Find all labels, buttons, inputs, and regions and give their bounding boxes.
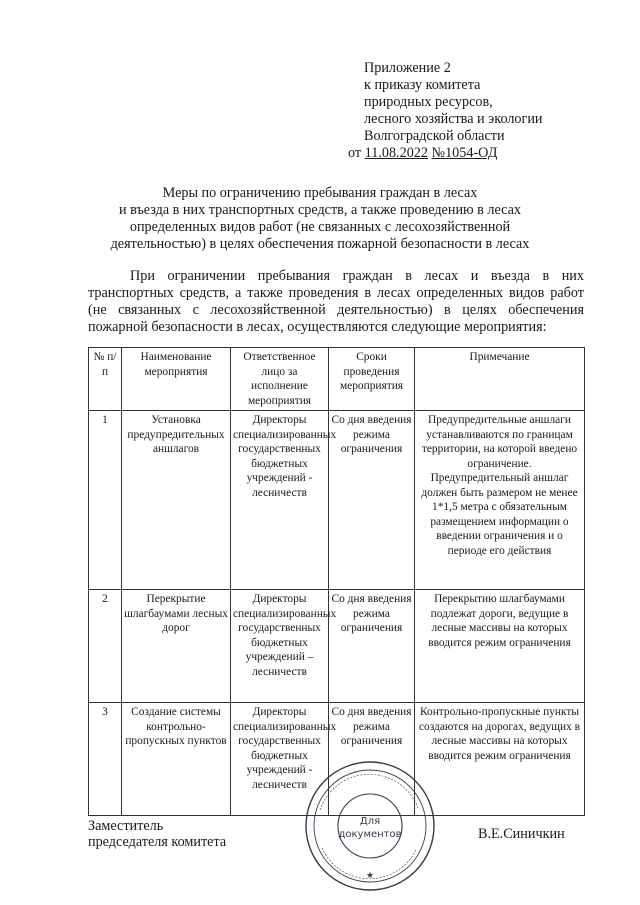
cell-term: Со дня введения режима ограничения	[329, 703, 415, 816]
cell-num: 3	[89, 703, 122, 816]
measures-table	[88, 347, 585, 816]
signer-position	[88, 818, 226, 850]
cell-note: Контрольно-пропускные пункты создаются на дорогах, ведущих в лесные массивы на которых вводится режим ограничения	[415, 703, 585, 816]
header-note: Примечание	[415, 348, 585, 411]
appendix-line: природных ресурсов,	[364, 94, 493, 110]
stamp-text-arc	[320, 774, 418, 810]
table-row	[89, 590, 585, 703]
cell-note: Перекрытию шлагбаумами подлежат дороги, ведущие в лесные массивы на которых вводится режим ограничения	[415, 590, 585, 703]
order-date-line	[348, 145, 588, 162]
appendix-block	[348, 60, 588, 162]
document-stamp	[300, 756, 440, 896]
title-line: определенных видов работ (не связанных с лесохозяйственной	[129, 219, 511, 235]
appendix-line: Волгоградской области	[364, 128, 505, 144]
cell-name: Установка предупредительных аншлагов	[122, 411, 231, 590]
cell-responsible: Директоры специализированных государственных бюджетных учреждений - лесничеств	[231, 703, 329, 816]
cell-num: 1	[89, 411, 122, 590]
intro-line: транспортных средств, а также проведения в лесах определенных видов работ	[88, 285, 584, 301]
header-name: Наименование мероприятия	[122, 348, 231, 411]
signer-position-line: Заместитель	[88, 818, 164, 834]
appendix-line: лесного хозяйства и экологии	[364, 111, 543, 127]
title-line: и въезда в них транспортных средств, а также проведению в лесах	[118, 202, 522, 218]
order-date: 11.08.2022	[364, 145, 428, 161]
cell-name: Перекрытие шлагбаумами лесных дорог	[122, 590, 231, 703]
cell-note: Предупредительные аншлаги устанавливаются по границам территории, на которой введено ограничение. Предупредительный аншлаг должен быть размером не менее 1*1,5 метра с обязательным размещением информации о введении ограничения и о периоде его действия	[415, 411, 585, 590]
header-responsible: Ответственное лицо за исполнение мероприятия	[231, 348, 329, 411]
document-title	[90, 185, 550, 253]
signer-position-line: председателя комитета	[88, 834, 227, 850]
cell-num: 2	[89, 590, 122, 703]
cell-name: Создание системы контрольно-пропускных пунктов	[122, 703, 231, 816]
intro-line: пожарной безопасности в лесах, осуществляются следующие мероприятия:	[88, 319, 547, 335]
cell-term: Со дня введения режима ограничения	[329, 411, 415, 590]
cell-term: Со дня введения режима ограничения	[329, 590, 415, 703]
title-line: деятельностью) в целях обеспечения пожарной безопасности в лесах	[110, 236, 530, 252]
appendix-line: Приложение 2	[364, 60, 451, 76]
stamp-center-text: документов	[338, 829, 402, 840]
date-prefix: от	[348, 145, 362, 161]
signer-name: В.Е.Синичкин	[478, 826, 565, 842]
stamp-center-text: Для	[359, 816, 381, 827]
order-number: №1054-ОД	[431, 145, 498, 161]
table-row	[89, 411, 585, 590]
intro-line: (не связанных с лесохозяйственной деятельностью) в целях обеспечения	[88, 302, 584, 318]
appendix-line: к приказу комитета	[364, 77, 481, 93]
header-num: № п/п	[89, 348, 122, 411]
title-line: Меры по ограничению пребывания граждан в лесах	[162, 185, 478, 201]
cell-responsible: Директоры специализированных государственных бюджетных учреждений – лесничеств	[231, 590, 329, 703]
intro-line: При ограничении пребывания граждан в лесах и въезда в них	[130, 268, 584, 284]
header-term: Сроки проведения мероприятия	[329, 348, 415, 411]
table-header-row	[89, 348, 585, 411]
star-icon: ★	[365, 871, 375, 881]
cell-responsible: Директоры специализированных государственных бюджетных учреждений - лесничеств	[231, 411, 329, 590]
intro-paragraph	[88, 268, 584, 336]
